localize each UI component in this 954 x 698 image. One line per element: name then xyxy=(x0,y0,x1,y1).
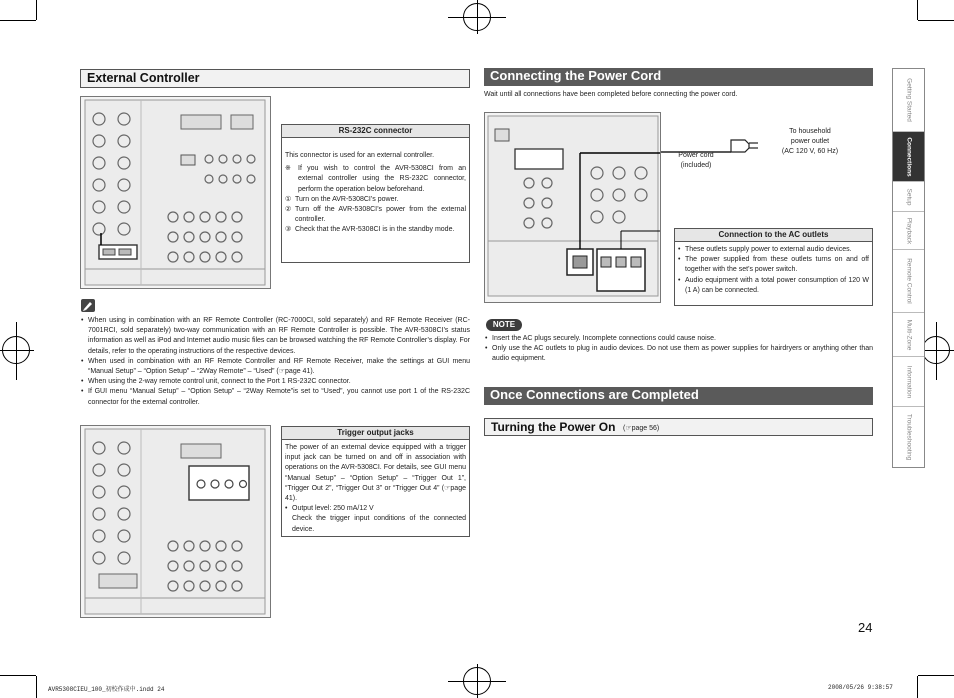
note-badge: NOTE xyxy=(486,319,522,331)
tab-remote-control[interactable] xyxy=(893,250,924,313)
rs232c-note-text: If you wish to control the AVR-5308CI from an external controller using the RS-232C connector, perform the operation below beforehand. xyxy=(298,165,466,193)
rear-panel-illustration-power xyxy=(484,112,661,303)
rs232c-note-mark: ※ xyxy=(285,165,291,173)
memo-icon xyxy=(81,299,95,312)
tab-connections[interactable] xyxy=(893,132,924,182)
outlet-label-line: power outlet xyxy=(790,138,830,146)
note-item: • Insert the AC plugs securely. Incomplete connections could cause noise. xyxy=(485,334,873,344)
page-number: 24 xyxy=(858,620,873,635)
tab-label: Remote Control xyxy=(905,258,912,304)
tab-label: Playback xyxy=(905,217,912,244)
external-controller-notes xyxy=(81,316,470,408)
power-cord-title: Connecting the Power Cord xyxy=(490,68,662,83)
ac-box-title: Connection to the AC outlets xyxy=(675,229,872,242)
tab-setup[interactable] xyxy=(893,182,924,212)
rs232c-step-text: Turn off the AVR-5308CI’s power from the external controller. xyxy=(295,206,466,224)
cord-label-line: (included) xyxy=(680,162,712,170)
turning-power-on-heading xyxy=(484,418,873,436)
note-item: • When used in combination with an RF Remote Controller and RF Remote Receiver, make the settings at GUI menu “Manual Setup” – “Option Setup” – “2Way Remote” – “Used” (☞page 41). xyxy=(81,357,470,377)
rs232c-intro: This connector is used for an external controller. xyxy=(285,152,435,159)
note-item: • If GUI menu “Manual Setup” – “Option Setup” – “2Way Remote”is set to “Used”, you cannot use port 1 of the RS-232C connector for the external controller. xyxy=(81,387,470,407)
trigger-output-note: Check the trigger input conditions of the connected device. xyxy=(292,515,466,533)
rs232c-connector-box xyxy=(281,124,470,263)
ac-box-item: • These outlets supply power to external audio devices. xyxy=(678,245,869,255)
ac-box-item: • Audio equipment with a total power consumption of 120 W (1 A) can be connected. xyxy=(678,276,869,296)
power-cord-intro: Wait until all connections have been completed before connecting the power cord. xyxy=(484,91,738,98)
rs232c-step-text: Check that the AVR-5308CI is in the standby mode. xyxy=(295,226,455,234)
once-completed-heading xyxy=(484,387,873,405)
tab-troubleshooting[interactable] xyxy=(893,407,924,467)
power-cord-heading xyxy=(484,68,873,86)
rear-panel-illustration-trigger xyxy=(80,425,271,618)
tab-label: Setup xyxy=(905,188,912,205)
rs232c-step-mark: ② xyxy=(285,206,292,214)
note-item: • When using the 2-way remote control unit, connect to the Port 1 RS-232C connector. xyxy=(81,377,470,387)
rear-panel-illustration-rs232c xyxy=(80,96,271,289)
once-completed-title: Once Connections are Completed xyxy=(490,387,699,402)
tab-information[interactable] xyxy=(893,357,924,407)
chapter-tabs xyxy=(892,68,925,468)
note-item: • When using in combination with an RF Remote Controller (RC-7000CI, sold separately) and RF Remote Receiver (RC-7001RCI, sold separately) two-way communication with an RF Remote Controller is possible. The AVR-5308CI’s status information as well as iPod and Internet audio music files can be browsed watching the RF Remote Controller’s display. For details, refer to the operating instructions of the respective devices. xyxy=(81,316,470,357)
external-controller-title: External Controller xyxy=(87,71,200,85)
power-cord-label xyxy=(666,151,726,171)
turning-power-on-title: Turning the Power On xyxy=(491,420,616,434)
tab-label: Getting Started xyxy=(905,78,912,122)
tab-multi-zone[interactable] xyxy=(893,313,924,357)
tab-label: Multi-Zone xyxy=(905,319,912,350)
ac-box-item: • The power supplied from these outlets turns on and off together with the set’s power switch. xyxy=(678,255,869,275)
footer-right: 2008/05/26 9:38:57 xyxy=(828,684,893,691)
rs232c-step-text: Turn on the AVR-5308CI’s power. xyxy=(295,195,399,203)
ac-outlets-box xyxy=(674,228,873,306)
trigger-output-box xyxy=(281,426,470,537)
trigger-box-title: Trigger output jacks xyxy=(282,427,469,440)
note-item: • Only use the AC outlets to plug in audio devices. Do not use them as power supplies for hairdryers or anything other than audio equipment. xyxy=(485,344,873,364)
tab-playback[interactable] xyxy=(893,212,924,250)
rs232c-box-title: RS-232C connector xyxy=(282,125,469,138)
trigger-output-level: • Output level: 250 mA/12 V xyxy=(285,504,466,514)
outlet-label-line: To household xyxy=(789,128,831,135)
trigger-text: The power of an external device equipped with a trigger input jack can be turned on and off in association with operations on the AVR-5308CI. For details, see GUI menu “Manual Setup” – “Option Setup” – “Trigger Out 1”, “Trigger Out 2”, “Trigger Out 3” or “Trigger Out 4” (☞page 41). xyxy=(285,444,466,503)
footer-left: AVR5308CIEU_100_初校作成中.indd 24 xyxy=(48,686,165,693)
tab-label: Connections xyxy=(905,136,912,177)
tab-label: Troubleshooting xyxy=(905,413,912,461)
rs232c-step-mark: ① xyxy=(285,195,292,203)
outlet-label-line: (AC 120 V, 60 Hz) xyxy=(781,148,839,156)
cord-label-line: Power cord xyxy=(678,152,714,159)
tab-label: Information xyxy=(905,365,912,398)
household-outlet-label xyxy=(770,127,850,158)
external-controller-heading xyxy=(80,69,470,88)
power-cord-notes xyxy=(485,334,873,365)
rs232c-step-mark: ③ xyxy=(285,226,292,234)
tab-getting-started[interactable] xyxy=(893,69,924,132)
turning-power-on-ref: (☞page 56) xyxy=(623,425,660,432)
